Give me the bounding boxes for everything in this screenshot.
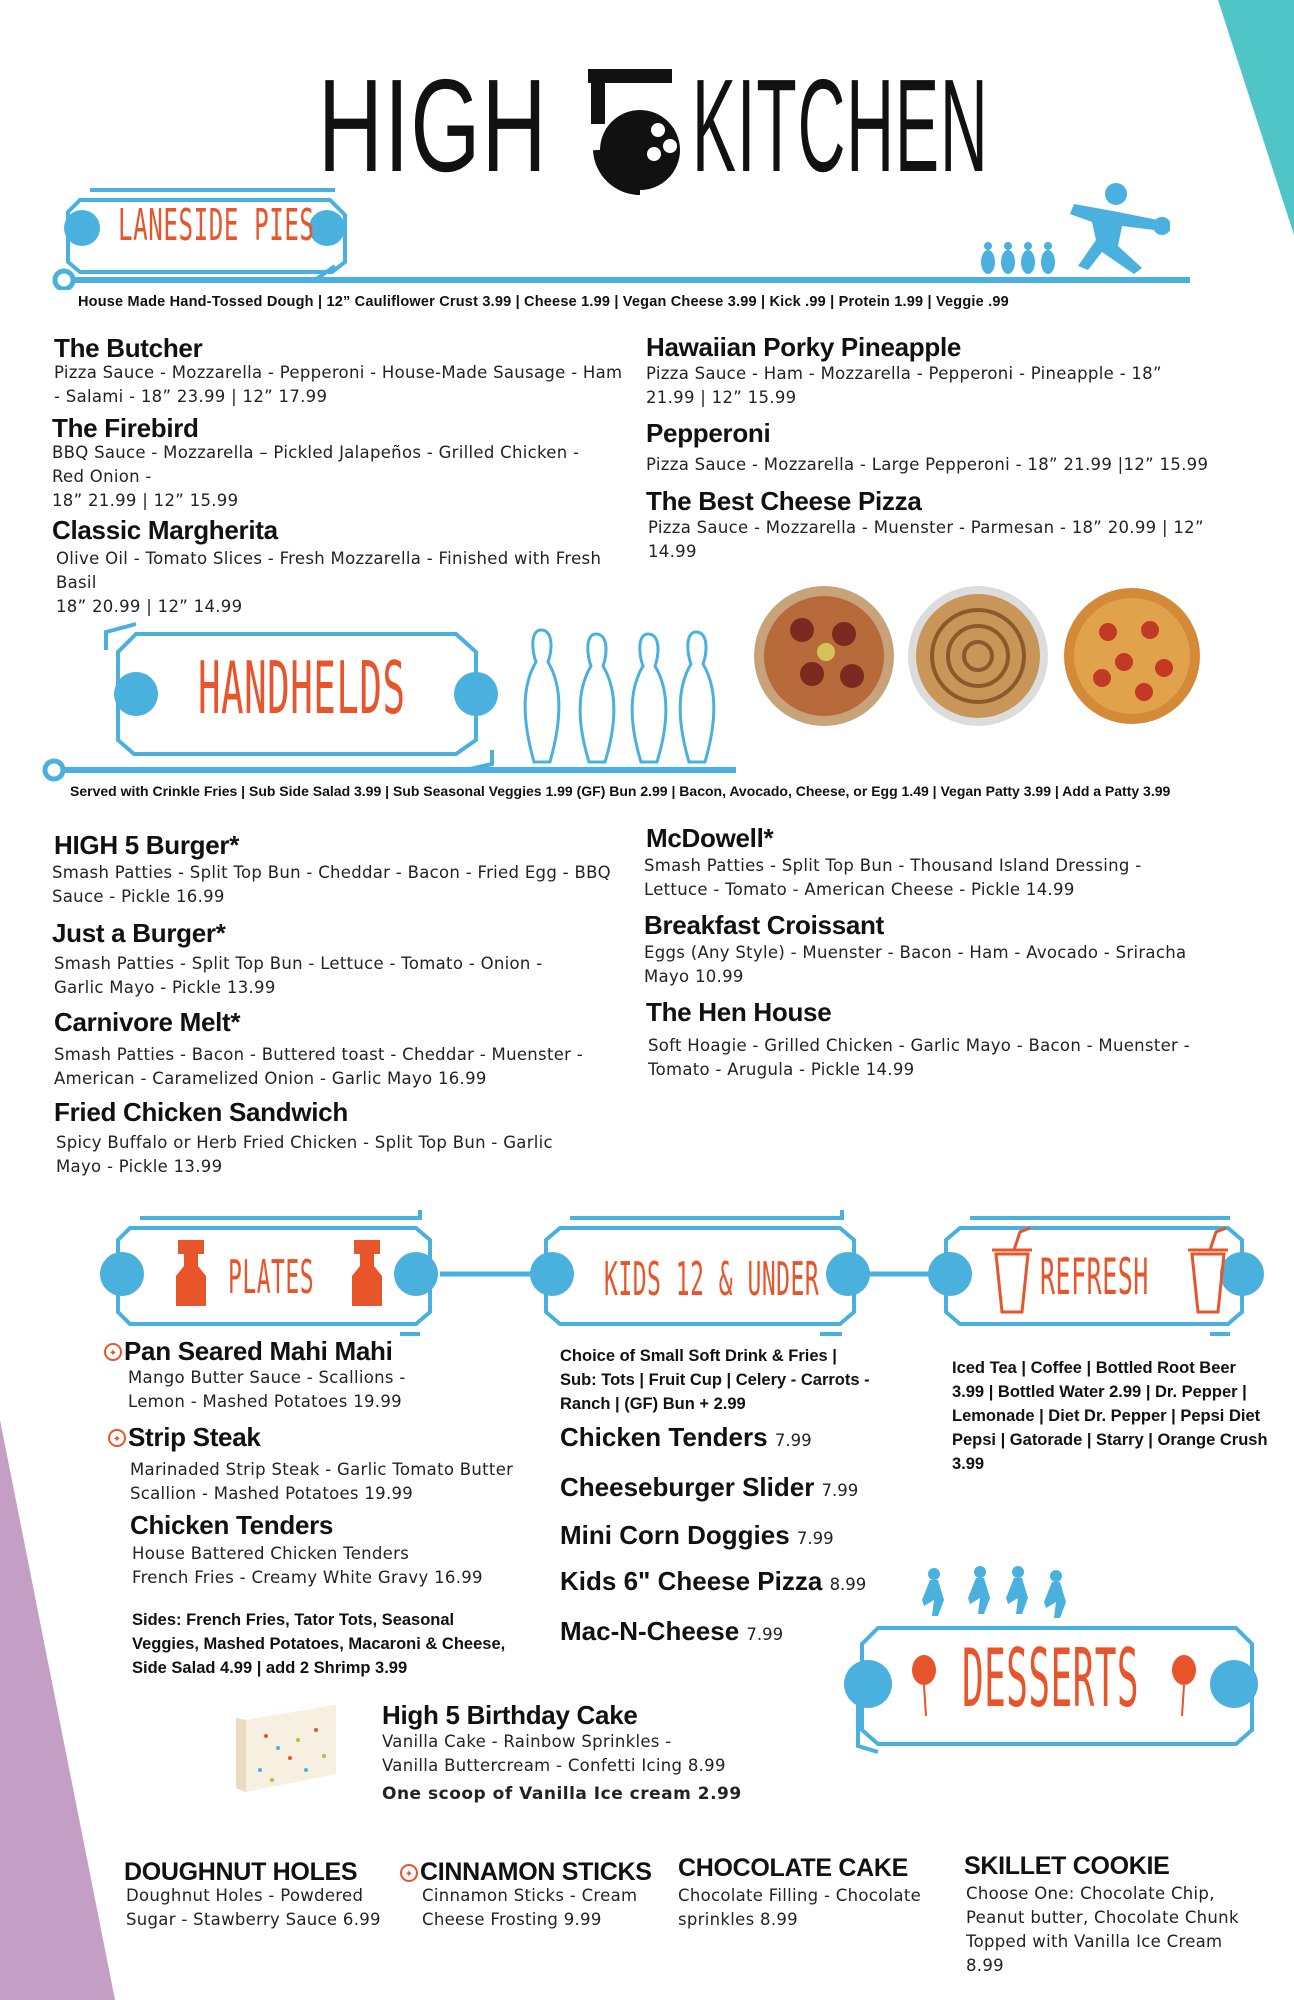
item-just-a-burger-desc: Smash Patties - Split Top Bun - Lettuce - Tomato - Onion - Garlic Mayo - Pickle 13.99 [54, 954, 543, 997]
item-hawaiian-desc: Pizza Sauce - Ham - Mozzarella - Pepperoni - Pineapple - 18” 21.99 | 12” 15.99 [646, 364, 1162, 407]
special-badge-icon [108, 1429, 126, 1447]
item-high5-burger-desc: Smash Patties - Split Top Bun - Cheddar - Bacon - Fried Egg - BBQ Sauce - Pickle 16.99 [52, 863, 611, 906]
item-high5-burger-title: HIGH 5 Burger* [54, 830, 240, 860]
dessert-chocolate-cake-title: CHOCOLATE CAKE [678, 1854, 909, 1882]
item-pepperoni-desc: Pizza Sauce - Mozzarella - Large Pepperoni - 18” 21.99 |12” 15.99 [646, 455, 1209, 474]
plates-sides: Sides: French Fries, Tator Tots, Seasonal Veggies, Mashed Potatoes, Macaroni & Cheese, Side Salad 4.99 | add 2 Shrimp 3.99 [132, 1611, 506, 1677]
desserts-banner-title: DESSERTS [962, 1632, 1139, 1725]
dessert-cinnamon-sticks-title: CINNAMON STICKS [420, 1858, 652, 1886]
item-pepperoni-title: Pepperoni [646, 418, 771, 448]
plate-strip-steak-price: Scallion - Mashed Potatoes 19.99 [130, 1484, 414, 1503]
dessert-skillet-cookie-title: SKILLET COOKIE [964, 1852, 1170, 1880]
item-the-butcher-title: The Butcher [54, 333, 203, 363]
svg-text:✦: ✦ [108, 1348, 118, 1359]
logo-kitchen: KITCHEN [692, 52, 989, 199]
special-badge-icon [400, 1864, 418, 1882]
kids-banner-title: KIDS 12 & UNDER [604, 1252, 820, 1306]
cake-title: High 5 Birthday Cake [382, 1700, 638, 1730]
item-the-firebird-price: 18” 21.99 | 12” 15.99 [52, 491, 239, 510]
item-the-firebird-title: The Firebird [52, 413, 199, 443]
item-the-butcher-desc: Pizza Sauce - Mozzarella - Pepperoni - House-Made Sausage - Ham - Salami - 18” 23.99 | 12” 17.99 [54, 363, 623, 406]
plate-mahi-price: Lemon - Mashed Potatoes 19.99 [128, 1392, 402, 1411]
pies-info: House Made Hand-Tossed Dough | 12” Cauliflower Crust 3.99 | Cheese 1.99 | Vegan Cheese 3.99 | Kick .99 | Protein 1.99 | Veggie .99 [78, 294, 1009, 310]
dessert-skillet-cookie-desc: Choose One: Chocolate Chip, Peanut butter, Chocolate Chunk Topped with Vanilla Ice Cream 8.99 [966, 1884, 1239, 1975]
item-fried-chicken-title: Fried Chicken Sandwich [54, 1097, 348, 1127]
plate-mahi-title: Pan Seared Mahi Mahi [124, 1336, 393, 1366]
svg-text:✦: ✦ [112, 1434, 122, 1445]
logo [318, 50, 989, 200]
refresh-info: Iced Tea | Coffee | Bottled Root Beer 3.99 | Bottled Water 2.99 | Dr. Pepper | Lemonade | Diet Dr. Pepper | Pepsi Diet Pepsi | Gatorade | Starry | Orange Crush 3.99 [952, 1359, 1268, 1473]
teal-corner-decoration [1218, 0, 1294, 240]
plates-banner-title: PLATES [228, 1250, 315, 1304]
item-classic-margherita-desc: Olive Oil - Tomato Slices - Fresh Mozzarella - Finished with Fresh Basil [56, 549, 602, 592]
item-best-cheese-title: The Best Cheese Pizza [646, 486, 922, 516]
cake-desc: Vanilla Cake - Rainbow Sprinkles - [382, 1732, 672, 1751]
item-classic-margherita-title: Classic Margherita [52, 515, 278, 545]
plate-chicken-tenders-title: Chicken Tenders [130, 1510, 334, 1540]
item-carnivore-melt-title: Carnivore Melt* [54, 1007, 241, 1037]
bowling-ball-five-icon [576, 68, 696, 196]
kids-info: Choice of Small Soft Drink & Fries | Sub: Tots | Fruit Cup | Celery - Carrots - Ranch | (GF) Bun + 2.99 [560, 1347, 870, 1413]
plate-chicken-tenders-desc: House Battered Chicken Tenders [132, 1544, 410, 1563]
item-hen-house-desc: Soft Hoagie - Grilled Chicken - Garlic Mayo - Bacon - Muenster - Tomato - Arugula - Pickle 14.99 [648, 1036, 1190, 1079]
item-fried-chicken-desc: Spicy Buffalo or Herb Fried Chicken - Split Top Bun - Garlic Mayo - Pickle 13.99 [56, 1133, 553, 1176]
special-badge-icon [104, 1343, 122, 1361]
plate-chicken-tenders-price: French Fries - Creamy White Gravy 16.99 [132, 1568, 483, 1587]
dessert-doughnut-holes-desc: Doughnut Holes - Powdered Sugar - Stawberry Sauce 6.99 [126, 1886, 381, 1929]
kids-mac-n-cheese-title: Mac-N-Cheese 7.99 [560, 1616, 784, 1646]
pizza-photos [752, 584, 1204, 732]
handhelds-info: Served with Crinkle Fries | Sub Side Salad 3.99 | Sub Seasonal Veggies 1.99 (GF) Bun 2.99 | Bacon, Avocado, Cheese, or Egg 1.49 | Vegan Patty 3.99 | Add a Patty 3.99 [70, 783, 1171, 799]
item-hawaiian-title: Hawaiian Porky Pineapple [646, 332, 962, 362]
item-breakfast-croissant-desc: Eggs (Any Style) - Muenster - Bacon - Ham - Avocado - Sriracha Mayo 10.99 [644, 943, 1187, 986]
item-the-firebird-desc: BBQ Sauce - Mozzarella – Pickled Jalapeños - Grilled Chicken - Red Onion - [52, 443, 580, 486]
dessert-chocolate-cake-desc: Chocolate Filling - Chocolate sprinkles 8.99 [678, 1886, 922, 1929]
kids-cheese-pizza-title: Kids 6" Cheese Pizza 8.99 [560, 1566, 867, 1596]
logo-high: HIGH [318, 52, 548, 199]
pies-banner-title: LANESIDE PIES [118, 200, 315, 251]
kids-chicken-tenders-title: Chicken Tenders 7.99 [560, 1422, 812, 1452]
purple-corner-decoration [0, 1420, 130, 2000]
item-hen-house-title: The Hen House [646, 997, 832, 1027]
item-mcdowell-desc: Smash Patties - Split Top Bun - Thousand Island Dressing - Lettuce - Tomato - American Cheese - Pickle 14.99 [644, 856, 1142, 899]
plate-strip-steak-desc: Marinaded Strip Steak - Garlic Tomato Butter [130, 1460, 514, 1479]
plate-mahi-desc: Mango Butter Sauce - Scallions - [128, 1368, 406, 1387]
kids-cheeseburger-slider-title: Cheeseburger Slider 7.99 [560, 1472, 859, 1502]
item-classic-margherita-price: 18” 20.99 | 12” 14.99 [56, 597, 243, 616]
dessert-doughnut-holes-title: DOUGHNUT HOLES [124, 1858, 358, 1886]
dessert-cinnamon-sticks-desc: Cinnamon Sticks - Cream Cheese Frosting 9.99 [422, 1886, 638, 1929]
svg-text:✦: ✦ [404, 1869, 414, 1880]
item-best-cheese-desc: Pizza Sauce - Mozzarella - Muenster - Parmesan - 18” 20.99 | 12” 14.99 [648, 518, 1204, 561]
item-mcdowell-title: McDowell* [646, 823, 774, 853]
bowler-icon [978, 182, 1170, 274]
cake-price: Vanilla Buttercream - Confetti Icing 8.99 [382, 1756, 726, 1775]
birthday-cake-image [236, 1700, 344, 1798]
item-breakfast-croissant-title: Breakfast Croissant [644, 910, 884, 940]
plate-strip-steak-title: Strip Steak [128, 1422, 261, 1452]
refresh-banner-title: REFRESH [1040, 1248, 1149, 1306]
kids-mini-corn-doggies-title: Mini Corn Doggies 7.99 [560, 1520, 834, 1550]
handhelds-banner-title: HANDHELDS [198, 646, 406, 730]
item-just-a-burger-title: Just a Burger* [52, 918, 226, 948]
item-carnivore-melt-desc: Smash Patties - Bacon - Buttered toast - Cheddar - Muenster - American - Caramelized Onion - Garlic Mayo 16.99 [54, 1045, 584, 1088]
cake-ice-cream-addon: One scoop of Vanilla Ice cream 2.99 [382, 1784, 742, 1804]
